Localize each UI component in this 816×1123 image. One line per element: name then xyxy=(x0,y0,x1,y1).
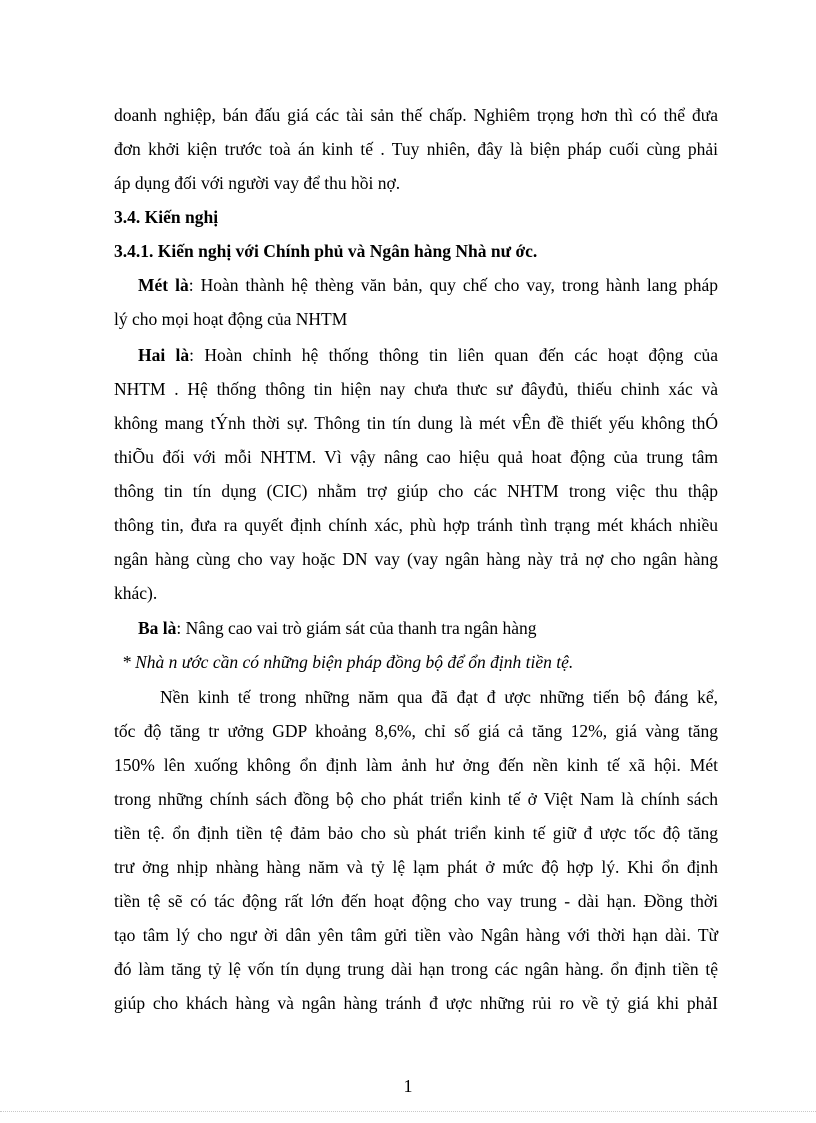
paragraph-line: trư ởng nhịp nhàng hàng năm và tỷ lệ lạm phát ở mức độ hợp lý. Khi ổn định xyxy=(114,857,718,877)
item2-line: khác). xyxy=(114,583,158,603)
paragraph-line: đó làm tăng tỷ lệ vốn tín dụng trung dài hạn trong các ngân hàng. ổn định tiền tệ xyxy=(114,959,718,979)
item1-line: Mét là: Hoàn thành hệ thèng văn bản, quy chế cho vay, trong hành lang pháp xyxy=(138,275,718,295)
item2-line: Hai là: Hoàn chỉnh hệ thống thông tin liên quan đến các hoạt động của xyxy=(138,345,718,365)
item2-line: thông tin tín dụng (CIC) nhằm trợ giúp cho các NHTM trong việc thu thập xyxy=(114,481,718,501)
subsection-heading: 3.4.1. Kiến nghị với Chính phủ và Ngân hàng Nhà nư ớc. xyxy=(114,241,538,261)
page-bottom-rule xyxy=(0,1111,816,1112)
page-number: 1 xyxy=(403,1076,413,1096)
paragraph-line: Nền kinh tế trong những năm qua đã đạt đ ược những tiến bộ đáng kể, xyxy=(160,687,718,707)
paragraph-line: tốc độ tăng tr ưởng GDP khoảng 8,6%, chỉ số giá cả tăng 12%, giá vàng tăng xyxy=(114,721,718,741)
italic-heading: * Nhà n ước cần có những biện pháp đồng bộ để ổn định tiền tệ. xyxy=(122,652,574,672)
item2-line: thông tin, đưa ra quyết định chính xác, phù hợp tránh tình trạng mét khách nhiều xyxy=(114,515,718,535)
item2-label: Hai là xyxy=(138,345,190,365)
item1-label: Mét là xyxy=(138,275,189,295)
paragraph-line: doanh nghiệp, bán đấu giá các tài sản thế chấp. Nghiêm trọng hơn thì có thể đưa xyxy=(114,105,718,125)
paragraph-line: tiền tệ. ổn định tiền tệ đảm bảo cho sù phát triển kinh tế giữ đ ược tốc độ tăng xyxy=(114,823,718,843)
paragraph-line: giúp cho khách hàng và ngân hàng tránh đ ược những rủi ro về tỷ giá khi phảI xyxy=(114,993,718,1013)
paragraph-line: 150% lên xuống không ổn định làm ảnh hư ởng đến nền kinh tế xã hội. Mét xyxy=(114,755,718,775)
item3-line: Ba là: Nâng cao vai trò giám sát của thanh tra ngân hàng xyxy=(138,618,537,638)
item3-label: Ba là xyxy=(138,618,177,638)
item2-line: ngân hàng cùng cho vay hoặc DN vay (vay ngân hàng này trả nợ cho ngân hàng xyxy=(114,549,718,569)
paragraph-line: tạo tâm lý cho ngư ời dân yên tâm gửi tiền vào Ngân hàng với thời hạn dài. Từ xyxy=(114,925,718,945)
item2-line: NHTM . Hệ thống thông tin hiện nay chưa thưc sư đâyđủ, thiếu chinh xác và xyxy=(114,379,718,399)
paragraph-line: áp dụng đối với người vay để thu hồi nợ. xyxy=(114,173,401,193)
item1-line: lý cho mọi hoạt động của NHTM xyxy=(114,309,348,329)
paragraph-line: đơn khởi kiện trước toà án kinh tế . Tuy nhiên, đây là biện pháp cuối cùng phải xyxy=(114,139,718,159)
item2-line: không mang tÝnh thời sự. Thông tin tín dung là mét vÊn đề thiết yếu không thÓ xyxy=(114,413,718,433)
item2-line: thiÕu đối với mỗi NHTM. Vì vậy nâng cao hiệu quả hoat động của trung tâm xyxy=(114,447,718,467)
section-heading: 3.4. Kiến nghị xyxy=(114,207,219,227)
paragraph-line: tiền tệ sẽ có tác động rất lớn đến hoạt động cho vay trung - dài hạn. Đồng thời xyxy=(114,891,718,911)
paragraph-line: trong những chính sách đồng bộ cho phát triển kinh tế ở Việt Nam là chính sách xyxy=(114,789,718,809)
